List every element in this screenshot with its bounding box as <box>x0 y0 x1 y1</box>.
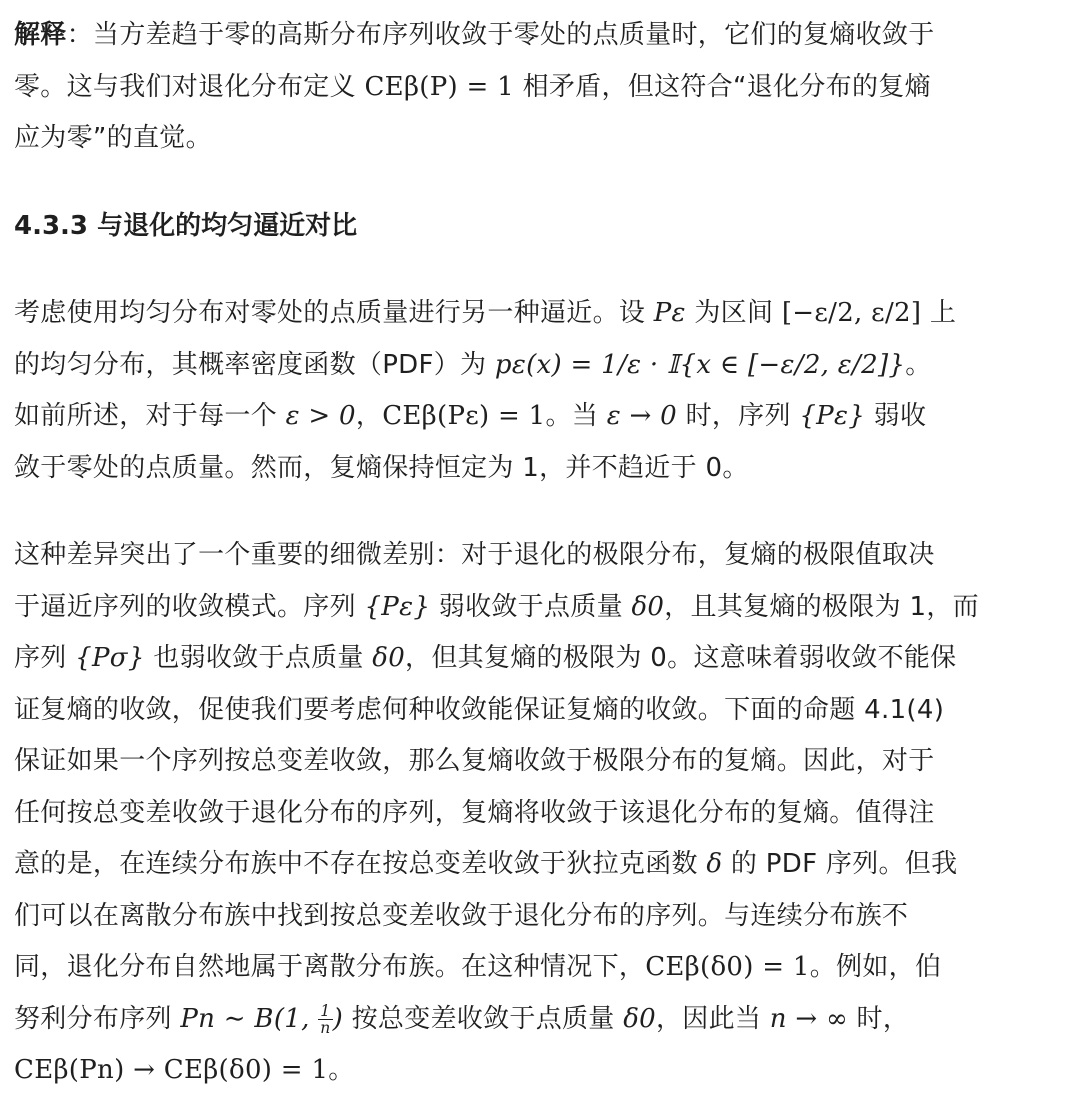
text: 任何按总变差收敛于退化分布的序列，复熵将收敛于该退化分布的复熵。值得注 <box>14 797 935 828</box>
text: 保证如果一个序列按总变差收敛，那么复熵收敛于极限分布的复熵。因此，对于 <box>14 746 935 776</box>
line <box>14 288 1066 340</box>
text: 考虑使用均匀分布对零处的点质量进行另一种逼近。设 <box>14 298 654 328</box>
text: 意的是，在连续分布族中不存在按总变差收敛于狄拉克函数 <box>14 849 707 879</box>
explanation-label: 解释 <box>14 20 67 50</box>
spacer <box>14 494 1066 530</box>
line <box>14 788 1066 840</box>
text: 零。这与我们对退化分布定义 <box>14 71 365 102</box>
spacer <box>14 165 1066 201</box>
math-ce-delta0: CEβ(δ0) = 1 <box>645 952 810 982</box>
section-heading: 4.3.3 与退化的均匀逼近对比 <box>14 210 358 241</box>
spacer <box>14 252 1066 288</box>
text: ，且其复熵的极限为 1，而 <box>664 591 979 622</box>
text: 如前所述，对于每一个 <box>14 401 286 431</box>
text: 时，序列 <box>677 401 800 431</box>
text: 同，退化分布自然地属于离散分布族。在这种情况下， <box>14 952 646 982</box>
math-seq-p-eps: {Pε} <box>799 401 866 431</box>
text: 这种差异突出了一个重要的细微差别：对于退化的极限分布，复熵的极限值取决 <box>14 540 935 570</box>
text: 。 <box>328 1055 355 1085</box>
math-seq-p-sigma: {Pσ} <box>75 643 145 673</box>
paragraph-uniform-approx <box>14 288 1066 494</box>
line <box>14 891 1066 943</box>
text: 努利分布序列 <box>14 1003 181 1034</box>
text: ，但其复熵的极限为 0。这意味着弱收敛不能保 <box>405 643 957 673</box>
text: 。当 <box>545 401 607 431</box>
line <box>14 62 1066 114</box>
math-delta0: δ0 <box>372 643 406 673</box>
text: 时， <box>847 1003 910 1034</box>
line <box>14 443 1066 495</box>
math-bernoulli-lhs: Pn ∼ B(1, <box>180 1003 319 1034</box>
text: 为区间 <box>685 298 782 328</box>
text: 应为零”的直觉。 <box>14 123 212 153</box>
math-interval: [−ε/2, ε/2] <box>781 298 922 328</box>
line <box>14 685 1066 737</box>
text: 的均匀分布，其概率密度函数（PDF）为 <box>14 349 495 380</box>
text: 序列 <box>14 643 76 673</box>
math-eps-positive: ε > 0 <box>285 401 356 431</box>
line <box>14 942 1066 994</box>
text: 。 <box>905 349 932 380</box>
text: ：当方差趋于零的高斯分布序列收敛于零处的点质量时，它们的复熵收敛于 <box>66 20 935 50</box>
math-final-limit: CEβ(Pn) → CEβ(δ0) = 1 <box>14 1055 329 1085</box>
text: 的 PDF 序列。但我 <box>722 849 958 879</box>
line <box>14 736 1066 788</box>
math-bernoulli <box>180 1001 344 1037</box>
text: 按总变差收敛于点质量 <box>343 1003 624 1034</box>
text: 敛于零处的点质量。然而，复熵保持恒定为 1，并不趋近于 0。 <box>14 452 749 483</box>
math-delta0: δ0 <box>623 1003 656 1034</box>
text: 们可以在离散分布族中找到按总变差收敛于退化分布的序列。与连续分布族不 <box>14 900 909 931</box>
line <box>14 113 1066 165</box>
text: ，因此当 <box>655 1003 770 1034</box>
line <box>14 340 1066 392</box>
line <box>14 530 1066 582</box>
paragraph-explanation <box>14 10 1066 165</box>
text: 。例如，伯 <box>809 952 942 982</box>
fraction-numerator: 1 <box>318 1003 332 1020</box>
text: 上 <box>921 298 957 328</box>
math-delta: δ <box>706 849 723 879</box>
text: 相矛盾，但这符合“退化分布的复熵 <box>514 71 931 102</box>
line <box>14 633 1066 685</box>
fraction-one-over-n <box>318 1003 332 1037</box>
line <box>14 839 1066 891</box>
line <box>14 1045 1066 1097</box>
line <box>14 994 1066 1046</box>
math-ce-p-eq-1: CEβ(P) = 1 <box>364 71 515 102</box>
text: ， <box>355 401 383 431</box>
line <box>14 582 1066 634</box>
line <box>14 391 1066 443</box>
line <box>14 10 1066 62</box>
math-ce-p-eps: CEβ(Pε) = 1 <box>382 401 546 431</box>
math-bernoulli-rhs: ) <box>332 1003 344 1034</box>
text: 证复熵的收敛，促使我们要考虑何种收敛能保证复熵的收敛。下面的命题 4.1(4) <box>14 694 945 725</box>
paragraph-discussion <box>14 530 1066 1097</box>
math-eps-to-zero: ε → 0 <box>606 401 677 431</box>
text: 弱收 <box>865 401 927 431</box>
text: 弱收敛于点质量 <box>430 591 632 622</box>
math-n-to-infinity: n → ∞ <box>769 1003 848 1034</box>
text: 于逼近序列的收敛模式。序列 <box>14 591 365 622</box>
math-seq-p-eps: {Pε} <box>364 591 431 622</box>
text: 也弱收敛于点质量 <box>144 643 373 673</box>
fraction-denominator: n <box>320 1019 331 1037</box>
math-p-eps: Pε <box>653 298 686 328</box>
math-pdf: pε(x) = 1/ε · 𝕀{x ∈ [−ε/2, ε/2]} <box>494 349 906 380</box>
math-delta0: δ0 <box>631 591 665 622</box>
